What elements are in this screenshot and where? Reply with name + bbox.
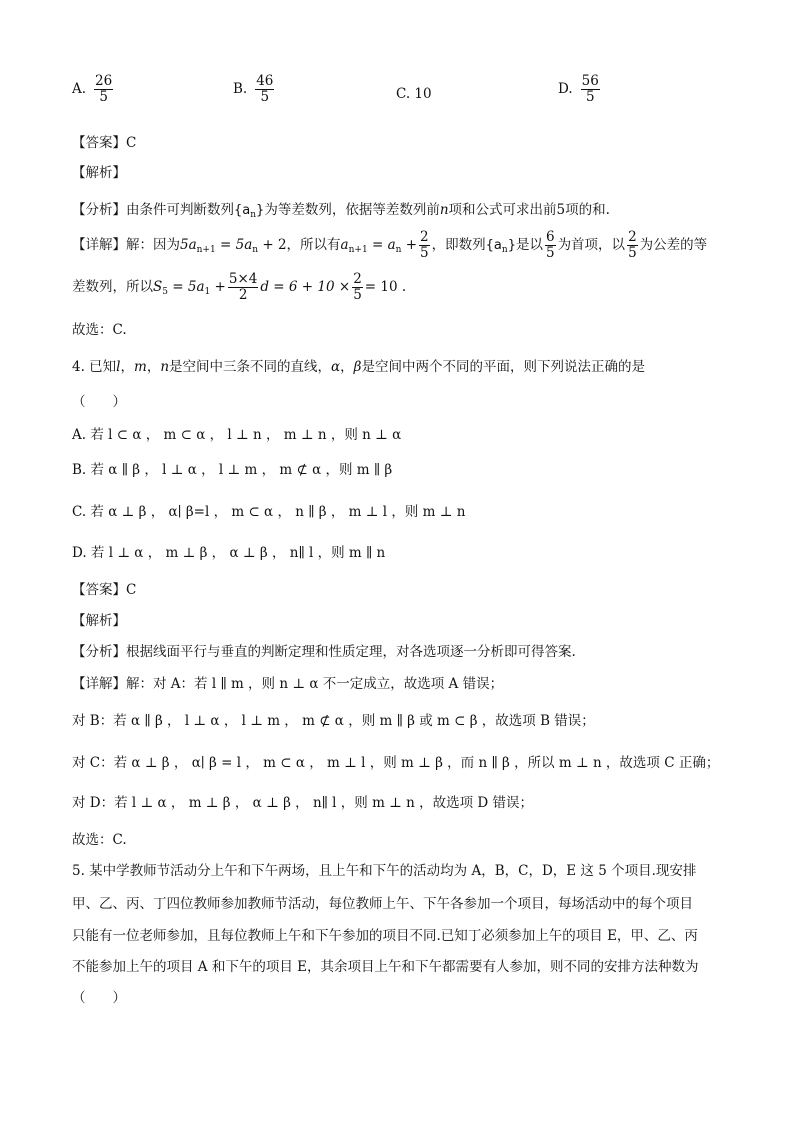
q4-guxuan: 故选：C. (72, 832, 127, 848)
q4-fenxi: 【分析】根据线面平行与垂直的判断定理和性质定理，对各选项逐一分析即可得答案. (72, 644, 576, 660)
q3-fenxi: 【分析】由条件可判断数列$\{a_n\}$为等差数列，依据等差数列前n项和公式可求出前5项的和. (72, 202, 610, 220)
option-d-fraction: $\frac{56}{5}$ (581, 73, 599, 105)
q4-stem: 4. 已知l，m，n是空间中三条不同的直线，α，β是空间中两个不同的平面，则下列说法正确的是 (72, 359, 645, 375)
q3-xiangjie-line2: 差数列，所以$S_5 = 5a_1$ + $\frac{5\times 4}{2}$ d = 6 + 10 × $\frac{2}{5}$ = 10 . (72, 271, 407, 303)
fraction-5x4-2: $\frac{5\times 4}{2}$ (228, 271, 258, 303)
fraction-6-5: $\frac{6}{5}$ (545, 229, 555, 261)
q5-line2: 甲、乙、丙、丁四位教师参加教师节活动，每位教师上午、下午各参加一个项目，每场活动中的每个项目 (72, 896, 693, 912)
q4-detail-c: 对 C：若 α ⊥ β ， α∣ β = l ， m ⊂ α ， m ⊥ l ，则 m ⊥ β ，而 n ∥ β ，所以 m ⊥ n ，故选项 C 正确； (72, 755, 720, 771)
q3-answer: 【答案】C (72, 135, 137, 151)
fraction-2-5c: $\frac{2}{5}$ (353, 271, 362, 303)
q4-paren: （ ） (72, 394, 126, 410)
q4-jiexi: 【解析】 (72, 613, 126, 629)
q4-detail-d: 对 D：若 l ⊥ α ， m ⊥ β ， α ⊥ β ， n∥ l ，则 m ⊥ n ，故选项 D 错误； (72, 795, 534, 811)
q5-line5: （ ） (72, 990, 126, 1006)
option-a-label: A. (72, 81, 87, 98)
fraction-2-5b: $\frac{2}{5}$ (628, 229, 637, 261)
q5-line4: 不能参加上午的项目 A 和下午的项目 E，其余项目上午和下午都需要有人参加，则不同的安排方法种数为 (72, 959, 699, 975)
option-b-fraction: $\frac{46}{5}$ (256, 73, 274, 105)
option-c (396, 85, 438, 102)
q4-option-d: D. 若 l ⊥ α ， m ⊥ β ， α ⊥ β ， n∥ l ，则 m ∥ n (72, 545, 386, 561)
option-a (72, 74, 115, 105)
q5-line3: 只能有一位老师参加，且每位教师上午和下午参加的项目不同.已知丁必须参加上午的项目 E，甲、乙、丙 (72, 928, 698, 944)
q4-detail-a: 【详解】解：对 A：若 l ∥ m ，则 n ⊥ α 不一定成立，故选项 A 错误； (72, 676, 504, 692)
option-a-fraction: $\frac{26}{5}$ (95, 73, 113, 105)
option-d-label: D. (558, 81, 573, 98)
q4-option-b: B. 若 α ∥ β ， l ⊥ α ， l ⊥ m ， m ⊄ α ，则 m ∥ β (72, 462, 393, 478)
q3-xiangjie-line1: 【详解】解：因为$5a_{n+1} = 5a_n + 2$，所以有$a_{n+1} = a_n$ + $\frac{2}{5}$ ，即数列$\{a_n\}$是以 $\frac{6}{5}$ 为首项，以 $\frac{2}{5}$ 为公差的等 (72, 229, 708, 261)
q4-detail-b: 对 B：若 α ∥ β ， l ⊥ α ， l ⊥ m ， m ⊄ α ，则 m ∥ β 或 m ⊂ β ，故选项 B 错误； (72, 713, 595, 729)
option-c-label: C. 10 (396, 85, 432, 102)
q4-option-a: A. 若 l ⊂ α ， m ⊂ α ， l ⊥ n ， m ⊥ n ，则 n ⊥ α (72, 427, 402, 443)
q5-line1: 5. 某中学教师节活动分上午和下午两场，且上午和下午的活动均为 A，B，C，D，E 这 5 个项目.现安排 (72, 863, 697, 879)
option-b (233, 74, 276, 105)
option-d (558, 74, 602, 105)
q3-guxuan: 故选：C. (72, 322, 127, 338)
option-b-label: B. (233, 81, 248, 98)
q4-answer: 【答案】C (72, 582, 137, 598)
fraction-2-5: $\frac{2}{5}$ (420, 229, 429, 261)
q3-jiexi: 【解析】 (72, 165, 126, 181)
q4-option-c: C. 若 α ⊥ β ， α∣ β=l ， m ⊂ α ， n ∥ β ， m ⊥ l ，则 m ⊥ n (72, 504, 466, 520)
